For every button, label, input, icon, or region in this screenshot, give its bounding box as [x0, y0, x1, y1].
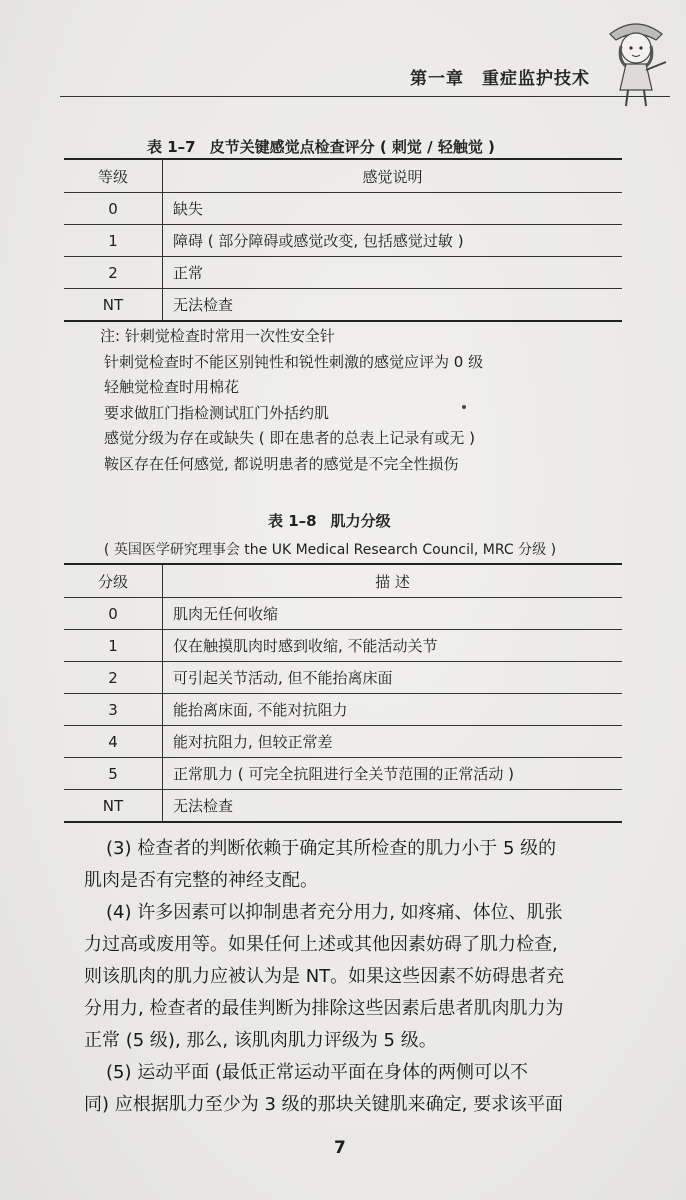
text-line: 同) 应根据肌力至少为 3 级的那块关键肌来确定, 要求该平面: [84, 1094, 564, 1115]
table-row: [64, 193, 622, 225]
table-1-8-title: 肌力分级: [330, 512, 391, 530]
description-cell: 肌肉无任何收缩: [163, 598, 623, 630]
table-1-8-caption: [268, 510, 391, 531]
text-line: 力过高或废用等。如果任何上述或其他因素妨碍了肌力检查,: [84, 934, 558, 955]
table-1-7-title: 皮节关键感觉点检查评分 ( 刺觉 / 轻触觉 ): [209, 138, 495, 156]
description-cell: 正常肌力 ( 可完全抗阻进行全关节范围的正常活动 ): [163, 758, 623, 790]
description-cell: 缺失: [163, 193, 623, 225]
header-rule: [60, 96, 670, 97]
grade-cell: 4: [64, 726, 163, 758]
print-speck: [462, 405, 466, 409]
description-cell: 障碍 ( 部分障碍或感觉改变, 包括感觉过敏 ): [163, 225, 623, 257]
text-line: (4) 许多因素可以抑制患者充分用力, 如疼痛、体位、肌张: [106, 902, 563, 923]
header-grade: 等级: [64, 159, 163, 193]
paragraph-4: [84, 897, 614, 1057]
text-line: 则该肌肉的肌力应被认为是 NT。如果这些因素不妨碍患者充: [84, 966, 565, 987]
table-row: [64, 758, 622, 790]
table-notes: [100, 324, 624, 477]
note-line: 鞍区存在任何感觉, 都说明患者的感觉是不完全性损伤: [104, 454, 459, 473]
table-1-7-number: 表 1–7: [147, 138, 196, 156]
note-line: 感觉分级为存在或缺失 ( 即在患者的总表上记录有或无 ): [104, 429, 476, 447]
header-description: 描 述: [163, 564, 623, 598]
grade-cell: 0: [64, 193, 163, 225]
text-line: (3) 检查者的判断依赖于确定其所检查的肌力小于 5 级的: [106, 838, 557, 859]
grade-cell: 5: [64, 758, 163, 790]
table-row: [64, 790, 622, 823]
grade-cell: 3: [64, 694, 163, 726]
description-cell: 可引起关节活动, 但不能抬离床面: [163, 662, 623, 694]
description-cell: 无法检查: [163, 790, 623, 823]
table-1-8-subtitle: ( 英国医学研究理事会 the UK Medical Research Council, MRC 分级 ): [103, 542, 557, 558]
note-line: 注: 针刺觉检查时常用一次性安全针: [100, 327, 335, 345]
page-number: 7: [334, 1138, 346, 1158]
body-text: [84, 833, 614, 1121]
table-1-7-caption: [147, 136, 495, 157]
muscle-strength-table: [64, 563, 622, 823]
header-description: 感觉说明: [163, 159, 623, 193]
table-row: [64, 225, 622, 257]
grade-cell: 2: [64, 257, 163, 289]
table-row: [64, 694, 622, 726]
grade-cell: NT: [64, 289, 163, 322]
description-cell: 能抬离床面, 不能对抗阻力: [163, 694, 623, 726]
grade-cell: NT: [64, 790, 163, 823]
description-cell: 能对抗阻力, 但较正常差: [163, 726, 623, 758]
text-line: 肌肉是否有完整的神经支配。: [84, 870, 318, 891]
table-row: [64, 598, 622, 630]
chapter-label: 第一章: [410, 69, 464, 89]
nurse-mascot-icon: [596, 12, 676, 108]
text-line: 正常 (5 级), 那么, 该肌肉肌力评级为 5 级。: [84, 1030, 437, 1051]
table-header-row: [64, 159, 622, 193]
table-header-row: [64, 564, 622, 598]
grade-cell: 0: [64, 598, 163, 630]
table-row: [64, 662, 622, 694]
table-row: [64, 630, 622, 662]
sensory-score-table: [64, 158, 622, 322]
header-grade: 分级: [64, 564, 163, 598]
grade-cell: 1: [64, 225, 163, 257]
grade-cell: 1: [64, 630, 163, 662]
chapter-title: 重症监护技术: [482, 69, 590, 89]
description-cell: 正常: [163, 257, 623, 289]
text-line: 分用力, 检查者的最佳判断为排除这些因素后患者肌肉肌力为: [84, 998, 564, 1019]
table-1-8-number: 表 1–8: [268, 512, 317, 530]
note-line: 轻触觉检查时用棉花: [104, 378, 240, 396]
description-cell: 仅在触摸肌肉时感到收缩, 不能活动关节: [163, 630, 623, 662]
table-row: [64, 257, 622, 289]
text-line: (5) 运动平面 (最低正常运动平面在身体的两侧可以不: [106, 1062, 528, 1083]
description-cell: 无法检查: [163, 289, 623, 322]
table-row: [64, 726, 622, 758]
grade-cell: 2: [64, 662, 163, 694]
running-header: [410, 64, 590, 89]
paragraph-5: [84, 1057, 614, 1121]
note-line: 要求做肛门指检测试肛门外括约肌: [104, 403, 330, 422]
paragraph-3: [84, 833, 614, 897]
table-row: [64, 289, 622, 322]
note-line: 针刺觉检查时不能区别钝性和锐性刺激的感觉应评为 0 级: [104, 352, 484, 371]
